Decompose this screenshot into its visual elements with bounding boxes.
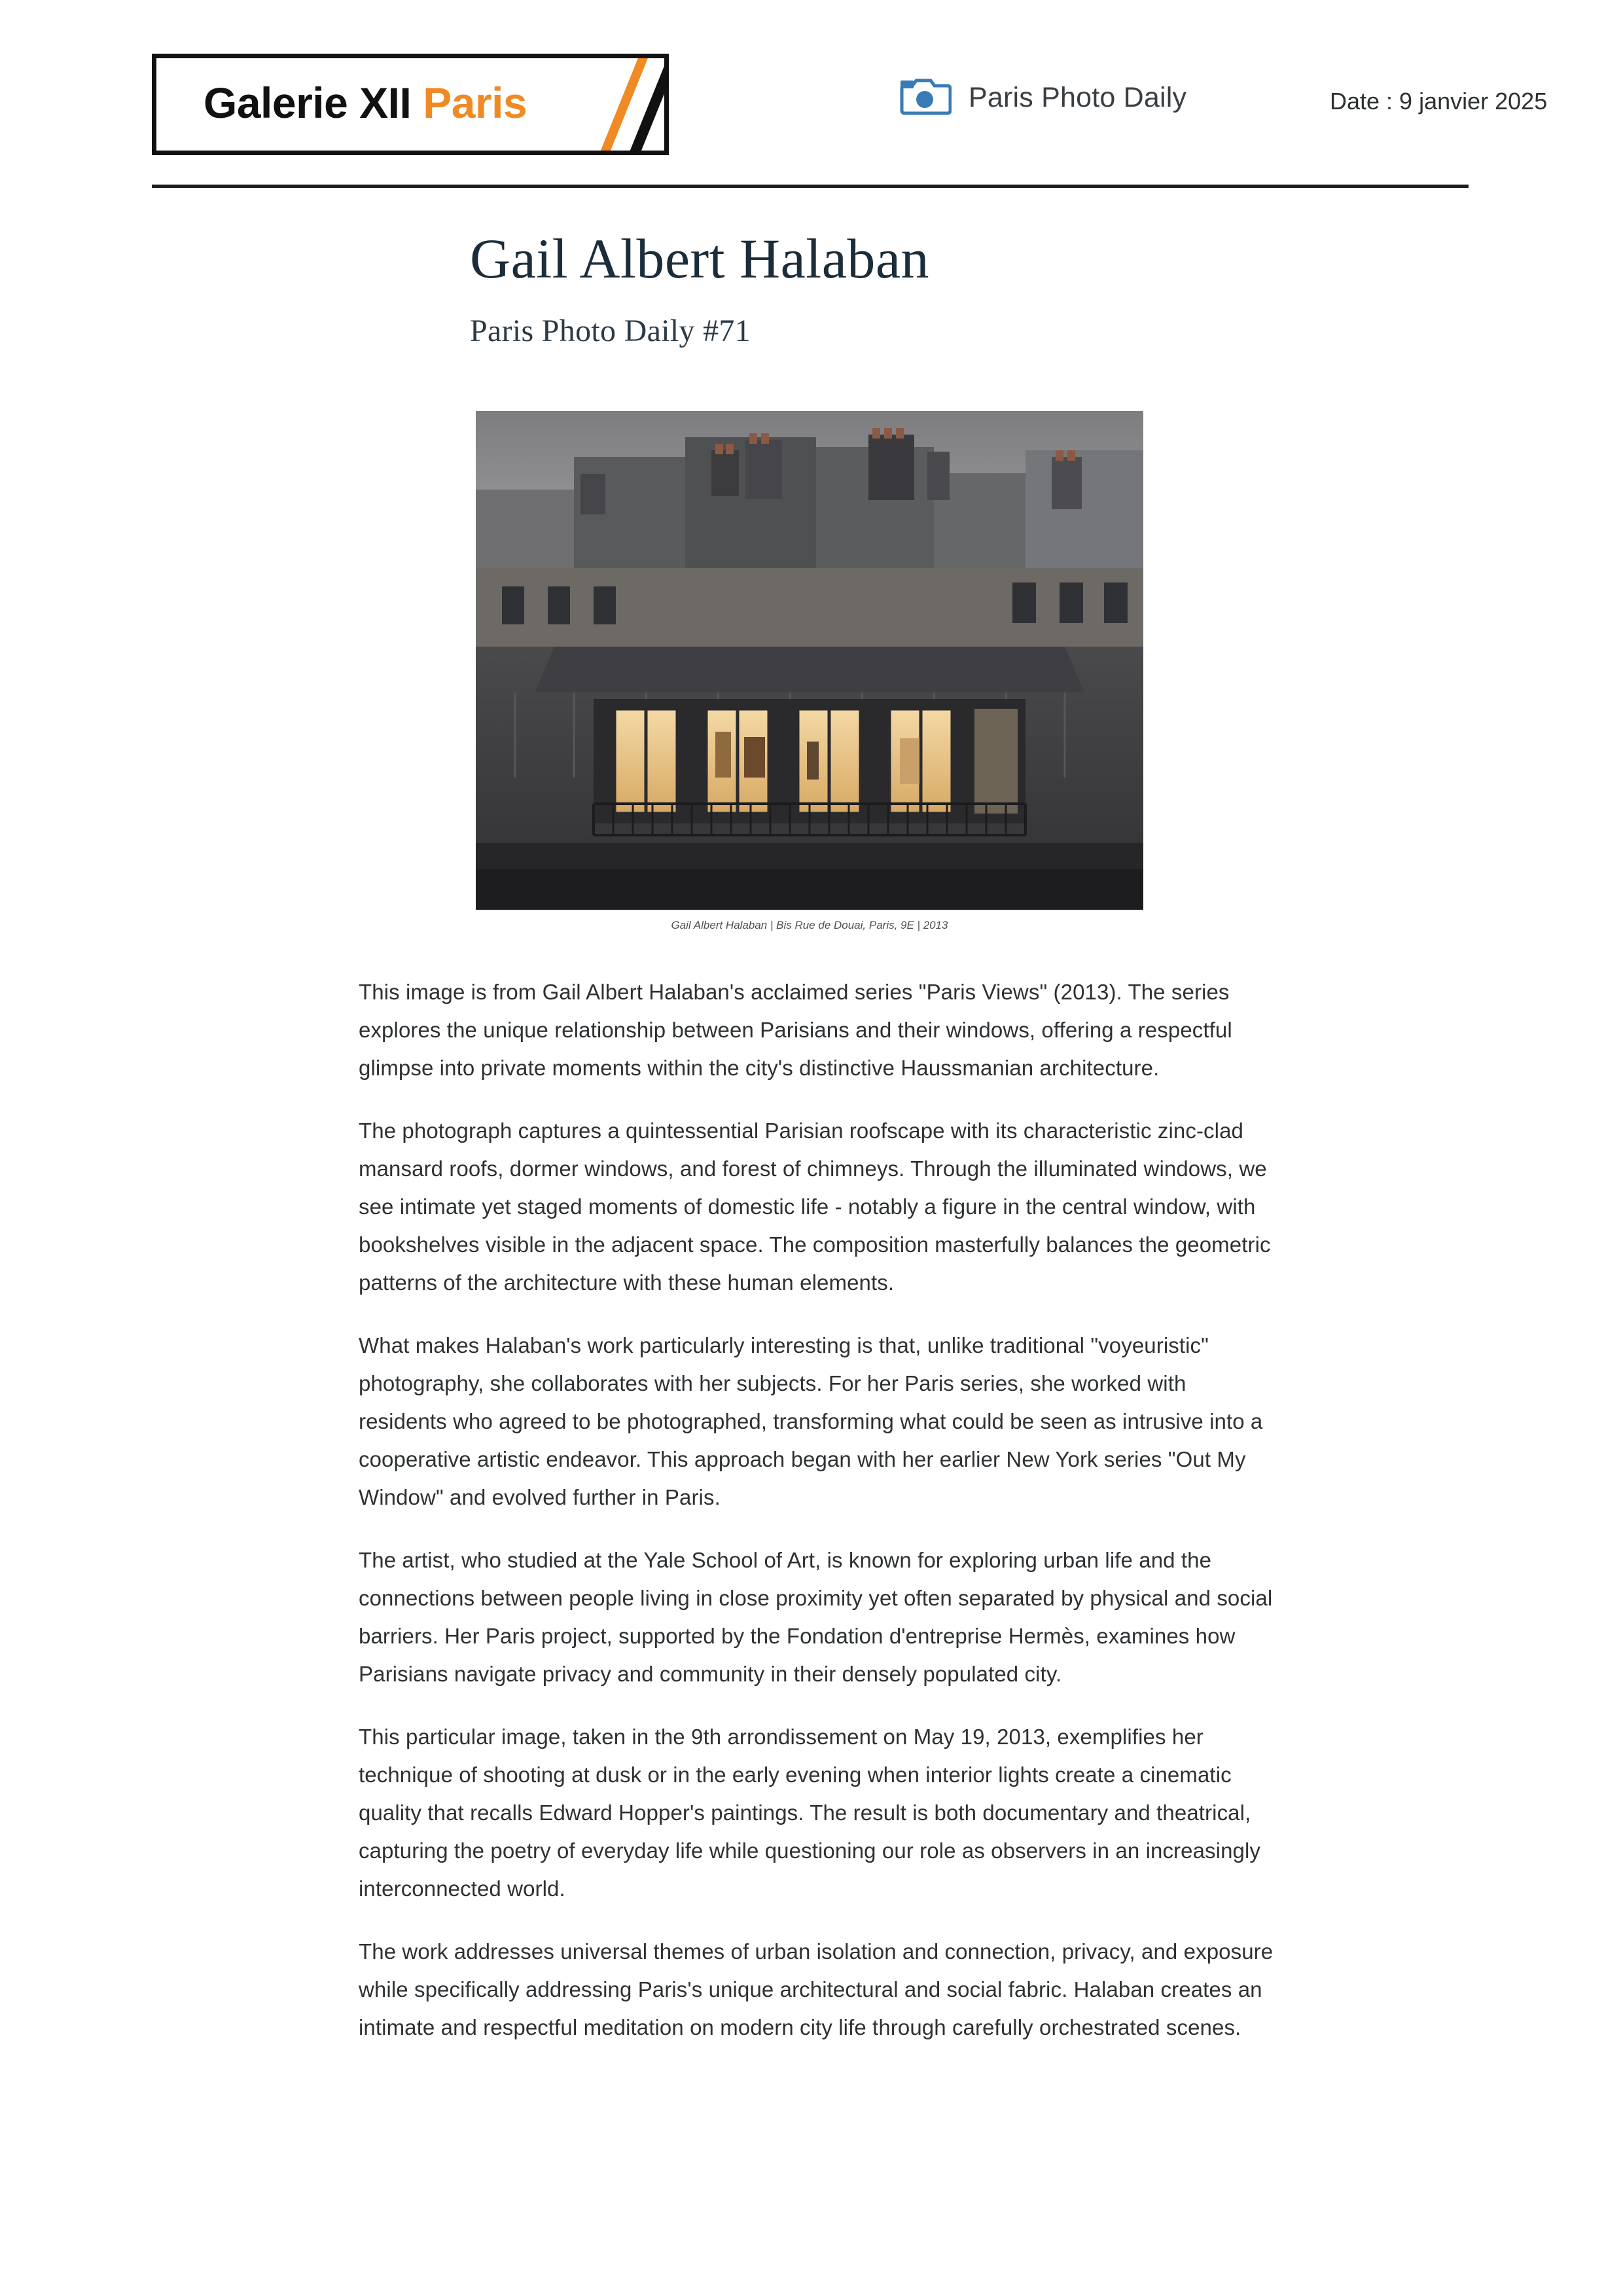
paragraph: The artist, who studied at the Yale School of Art, is known for exploring urban life and the connections between people living in close proximity yet often separated by physical and social barriers. Her Paris project, supported by the Fondation d'entreprise Hermès, examines how Parisians navigate privacy and community in their densely populated city. <box>359 1548 1273 1686</box>
paragraph: This image is from Gail Albert Halaban's acclaimed series "Paris Views" (2013). The series explores the unique relationship between Parisians and their windows, offering a respectful glimpse into private moments within the city's distinctive Haussmanian architecture. <box>359 980 1232 1080</box>
paragraph: What makes Halaban's work particularly interesting is that, unlike traditional "voyeuristic" photography, she collaborates with her subjects. For her Paris series, she worked with residents who agreed to be photographed, transforming what could be seen as intrusive into a cooperative artistic endeavor. This approach began with her earlier New York series "Out My Window" and evolved further in Paris. <box>359 1333 1263 1509</box>
logo-text-main: Galerie XII <box>204 79 423 127</box>
page-subtitle: Paris Photo Daily #71 <box>470 314 751 348</box>
document-date: Date : 9 janvier 2025 <box>1330 88 1548 115</box>
logo-text <box>204 78 527 128</box>
gallery-logo <box>152 54 675 155</box>
logo-frame <box>152 54 669 155</box>
logo-text-accent: Paris <box>423 79 527 127</box>
article-photo <box>476 411 1143 910</box>
brand-block <box>898 77 1186 118</box>
paragraph: This particular image, taken in the 9th arrondissement on May 19, 2013, exemplifies her technique of shooting at dusk or in the early evening when interior lights create a cinematic quality that recalls Edward Hopper's paintings. The result is both documentary and theatrical, capturing the poetry of everyday life while questioning our role as observers in an increasingly interconnected world. <box>359 1725 1261 1901</box>
camera-icon <box>898 77 952 118</box>
paragraph: The work addresses universal themes of urban isolation and connection, privacy, and exposure while specifically addressing Paris's unique architectural and social fabric. Halaban creates an intimate and respectful meditation on modern city life through carefully orchestrated scenes. <box>359 1939 1274 2039</box>
page-title: Gail Albert Halaban <box>470 227 930 290</box>
photo-canvas <box>476 411 1143 910</box>
article-body <box>359 973 1278 2072</box>
paragraph: The photograph captures a quintessential Parisian roofscape with its characteristic zinc-clad mansard roofs, dormer windows, and forest of chimneys. Through the illuminated windows, we see intimate yet staged moments of domestic life - notably a figure in the central window, with bookshelves visible in the adjacent space. The composition masterfully balances the geometric patterns of the architecture with these human elements. <box>359 1119 1271 1295</box>
brand-label: Paris Photo Daily <box>969 81 1187 113</box>
document-header <box>152 41 1548 188</box>
photo-caption: Gail Albert Halaban | Bis Rue de Douai, Paris, 9E | 2013 <box>671 919 948 931</box>
